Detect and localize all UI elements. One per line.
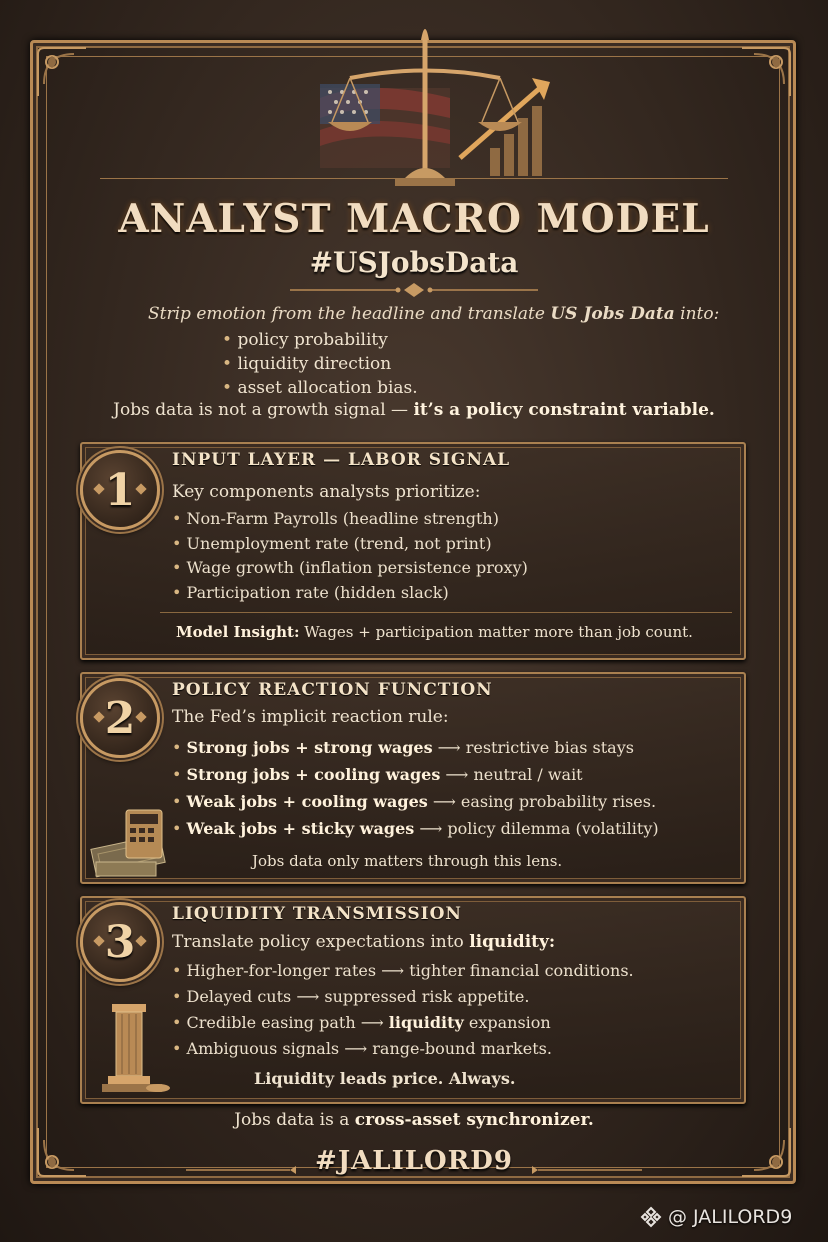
section-number-badge: 1	[80, 450, 160, 530]
section-lead: Key components analysts prioritize:	[172, 482, 481, 502]
list-item: • liquidity direction	[222, 352, 418, 376]
section-lead: Translate policy expectations into liquidity:	[172, 932, 556, 952]
list-item: • Weak jobs + cooling wages ⟶ easing probability rises.	[172, 788, 659, 815]
section-note: Model Insight: Wages + participation matter more than job count.	[176, 623, 693, 641]
list-item: • Strong jobs + cooling wages ⟶ neutral / wait	[172, 761, 659, 788]
watermark[interactable]	[640, 1206, 792, 1228]
list-item: • Strong jobs + strong wages ⟶ restrictive bias stays	[172, 734, 659, 761]
section-list	[172, 507, 528, 605]
section-title: INPUT LAYER — LABOR SIGNAL	[172, 450, 511, 470]
section-list	[172, 734, 659, 842]
watermark-handle: @ JALILORD9	[668, 1206, 793, 1228]
page-title: ANALYST MACRO MODEL	[118, 196, 710, 242]
section-note: Liquidity leads price. Always.	[254, 1069, 516, 1088]
list-item: • Wage growth (inflation persistence proxy)	[172, 556, 528, 581]
binance-diamond-icon	[640, 1206, 662, 1228]
list-item: • Weak jobs + sticky wages ⟶ policy dilemma (volatility)	[172, 815, 659, 842]
section-number-badge: 2	[80, 678, 160, 758]
corner-ornament-icon	[34, 44, 90, 100]
list-item: • Unemployment rate (trend, not print)	[172, 532, 528, 557]
footer-statement: Jobs data is a cross-asset synchronizer.	[234, 1110, 594, 1130]
section-number-badge: 3	[80, 902, 160, 982]
intro-statement: Jobs data is not a growth signal — it’s a policy constraint variable.	[113, 400, 715, 420]
intro-lead: Strip emotion from the headline and translate US Jobs Data into:	[148, 304, 720, 324]
list-item: • Participation rate (hidden slack)	[172, 581, 528, 606]
scales-of-justice-icon	[300, 18, 550, 196]
intro-bullets	[222, 328, 418, 400]
list-item: • Delayed cuts ⟶ suppressed risk appetite.	[172, 984, 634, 1010]
list-item: • Credible easing path ⟶ liquidity expansion	[172, 1010, 634, 1036]
section-lead: The Fed’s implicit reaction rule:	[172, 707, 449, 727]
header-rule	[100, 178, 728, 179]
list-item: • policy probability	[222, 328, 418, 352]
section-note: Jobs data only matters through this lens.	[252, 852, 563, 870]
list-item: • Higher-for-longer rates ⟶ tighter financial conditions.	[172, 958, 634, 984]
section-rule	[160, 612, 732, 613]
ornamental-divider-icon	[290, 282, 538, 298]
section-title: LIQUIDITY TRANSMISSION	[172, 904, 462, 924]
list-item: • asset allocation bias.	[222, 376, 418, 400]
section-list	[172, 958, 634, 1062]
page-hashtag: #USJobsData	[309, 246, 519, 279]
footer-hashtag: #JALILORD9	[315, 1146, 513, 1176]
money-calculator-icon	[86, 800, 186, 880]
pillar-icon	[88, 996, 172, 1096]
section-title: POLICY REACTION FUNCTION	[172, 680, 493, 700]
list-item: • Ambiguous signals ⟶ range-bound markets.	[172, 1036, 634, 1062]
corner-ornament-icon	[738, 44, 794, 100]
list-item: • Non-Farm Payrolls (headline strength)	[172, 507, 528, 532]
